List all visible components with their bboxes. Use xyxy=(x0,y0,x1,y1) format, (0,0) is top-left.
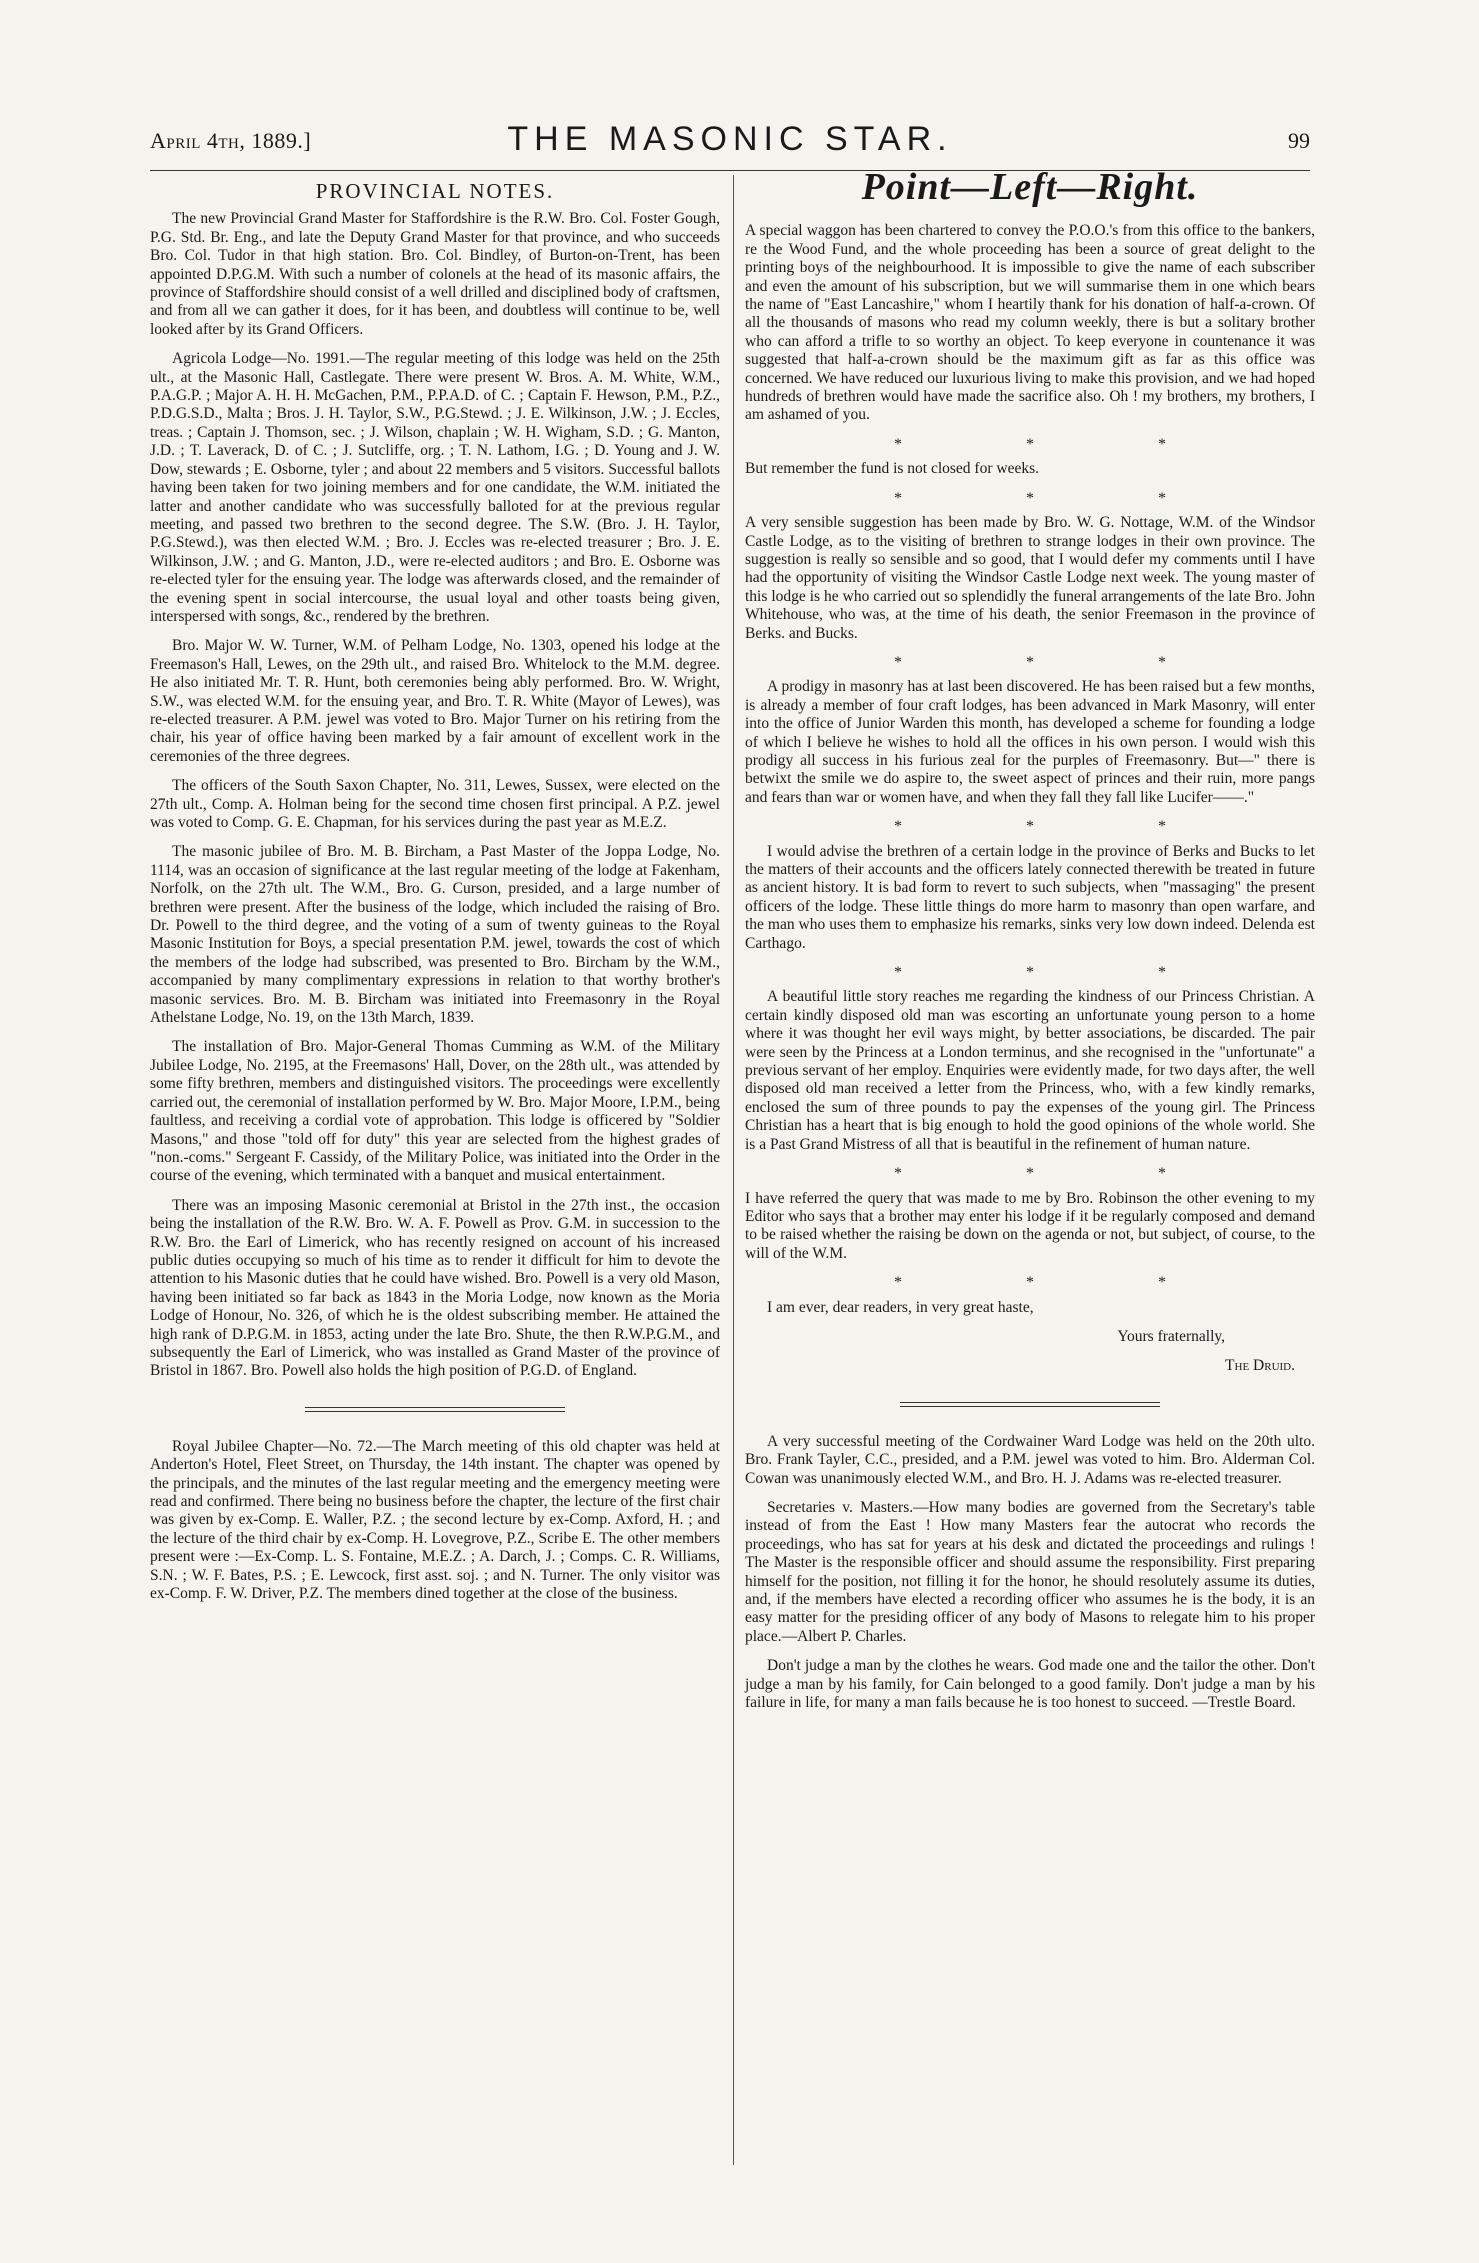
article-paragraph: A very sensible suggestion has been made by Bro. W. G. Nottage, W.M. of the Windsor Castle Lodge, as to the visiting of brethren to strange lodges in their own province. The suggestion is really so sensible and so good, that I would defer my comments until I have had the opportunity of visiting the Windsor Castle Lodge next week. The young master of this lodge is he who carried out so splendidly the funeral arrangements of the late Bro. John Whitehouse, who was, at the time of his death, the senior Freemason in the province of Berks. and Bucks. xyxy=(745,514,1315,642)
section-rule xyxy=(305,1407,565,1412)
article-paragraph: I would advise the brethren of a certain lodge in the province of Berks and Bucks to let the matters of their accounts and the officers lately connected therewith be treated in future as ancient history. It is bad form to revert to such subjects, when "massaging" the present officers of the lodge. These little things do more harm to masonry than open warfare, and the man who uses them to emphasize his remarks, sinks very low down indeed. Delenda est Carthago. xyxy=(745,842,1315,952)
article-paragraph: There was an imposing Masonic ceremonial at Bristol in the 27th inst., the occasion being the installation of the R.W. Bro. W. A. F. Powell as Prov. G.M. in succession to the R.W. Bro. the Earl of Limerick, who has recently resigned on account of his increased public duties occupying so much of his time as to render it difficult for him to devote the attention to his Masonic duties that he could have wished. Bro. Powell is a very old Mason, having been initiated so far back as 1843 in the Moria Lodge, now known as the Moria Lodge of Honour, No. 326, of which he is the oldest subscribing member. He attained the high rank of D.P.G.M. in 1853, acting under the late Bro. Shute, the then R.W.P.G.M., and subsequently the Earl of Limerick, who was installed as Grand Master of the province of Bristol in 1867. Bro. Powell also holds the high position of P.G.D. of England. xyxy=(150,1196,720,1380)
section-rule xyxy=(900,1402,1160,1407)
article-paragraph: The masonic jubilee of Bro. M. B. Bircham, a Past Master of the Joppa Lodge, No. 1114, was an occasion of significance at the last regular meeting of the lodge at Fakenham, Norfolk, on the 27th ult. The W.M., Bro. G. Curson, presided, and a large number of brethren were present. After the business of the lodge, which included the raising of Bro. Dr. Powell to the third degree, and the voting of a sum of twenty guineas to the Royal Masonic Institution for Boys, a special presentation P.M. jewel, towards the cost of which the members of the lodge had subscribed, was presented to Bro. Bircham by the W.M., accompanied by many complimentary expressions in relation to that worthy brother's masonic services. Bro. M. B. Bircham was initiated into Freemasonry in the Royal Athelstane Lodge, No. 19, on the 13th March, 1839. xyxy=(150,843,720,1027)
masthead xyxy=(150,120,1310,160)
article-paragraph: But remember the fund is not closed for weeks. xyxy=(745,460,1039,478)
right-column xyxy=(745,166,1315,1723)
left-column xyxy=(150,179,720,1614)
asterism: * * * xyxy=(894,818,1166,836)
article-paragraph: Secretaries v. Masters.—How many bodies are governed from the Secretary's table instead of from the East ! How many Masters fear the autocrat who records the proceedings, who has sat for years at his desk and dictated the proceedings and rulings ! The Master is the responsible officer and should assume the responsibility. First preparing himself for the position, not filling it for the honor, he should resolutely assume its duties, and, if the members have elected a recording officer who assumes he is the body, it is an easy matter for the presiding officer of any body of Masons to relegate him to his proper place.—Albert P. Charles. xyxy=(745,1498,1315,1645)
newspaper-page xyxy=(150,120,1315,2170)
asterism: * * * xyxy=(894,653,1166,671)
column-heading: Point—Left—Right. xyxy=(861,166,1199,208)
asterism: * * * xyxy=(894,1274,1166,1292)
article-paragraph: A beautiful little story reaches me regarding the kindness of our Princess Christian. A certain kindly disposed old man was escorting an unfortunate young person to a home where it was thought her evil ways might, by better associations, be discarded. The pair were seen by the Princess at a London terminus, and she recognised in the "unfortunate" a previous servant of her employ. Enquiries were evidently made, for two days after, the well disposed old man received a letter from the Princess, who, with a few kindly remarks, enclosed the sum of three pounds to pay the expenses of the young girl. The Princess Christian has a heart that is big enough to hold the good opinions of the whole world. She is a Past Grand Mistress of all that is beautiful in the refinement of human nature. xyxy=(745,988,1315,1153)
page-number: 99 xyxy=(1288,128,1310,153)
article-paragraph: Bro. Major W. W. Turner, W.M. of Pelham Lodge, No. 1303, opened his lodge at the Freemason's Hall, Lewes, on the 29th ult., and raised Bro. Whitelock to the M.M. degree. He also initiated Mr. T. R. Hunt, both ceremonies being ably performed. Bro. W. Wright, S.W., was elected W.M. for the ensuing year, and Bro. T. R. White (Mayor of Lewes), was re-elected treasurer. A P.M. jewel was voted to Bro. Major Turner on his retiring from the chair, his year of office having been marked by a fair amount of excellent work in the ceremonies of the three degrees. xyxy=(150,637,720,765)
article-paragraph: I have referred the query that was made to me by Bro. Robinson the other evening to my Editor who says that a brother may enter his lodge if it be regularly composed and demand to be raised whether the raising be down on the agenda or not, but subject, of course, to the will of the W.M. xyxy=(745,1189,1315,1262)
article-paragraph: The officers of the South Saxon Chapter, No. 311, Lewes, Sussex, were elected on the 27th ult., Comp. A. Holman being for the second time chosen first principal. A P.Z. jewel was voted to Comp. G. E. Chapman, for his services during the past year as M.E.Z. xyxy=(150,777,720,831)
article-paragraph: The installation of Bro. Major-General Thomas Cumming as W.M. of the Military Jubilee Lodge, No. 2195, at the Freemasons' Hall, Dover, on the 28th ult., was attended by some fifty brethren, members and distinguished visitors. The proceedings were excellently carried out, the ceremonial of installation performed by W. Bro. Major Moore, I.P.M., being faultless, and receiving a cordial vote of approbation. This lodge is officered by "Soldier Masons," and those "told off for duty" this year are selected from the highest grades of "non.-coms." Sergeant F. Cassidy, of the Military Police, was initiated into the Order in the course of the evening, which terminated with a banquet and musical entertainment. xyxy=(150,1038,720,1185)
closing-signoff: Yours fraternally, xyxy=(1117,1327,1225,1345)
asterism: * * * xyxy=(894,435,1166,453)
closing-signature: The Druid. xyxy=(1225,1357,1295,1375)
asterism: * * * xyxy=(894,1165,1166,1183)
asterism: * * * xyxy=(894,964,1166,982)
closing-line: I am ever, dear readers, in very great haste, xyxy=(767,1298,1034,1316)
column-divider xyxy=(733,175,734,2165)
asterism: * * * xyxy=(894,489,1166,507)
article-paragraph: Don't judge a man by the clothes he wears. God made one and the tailor the other. Don't judge a man by his family, for Cain belonged to a good family. Don't judge a man by his failure in life, for many a man fails because he is too honest to succeed. —Trestle Board. xyxy=(745,1657,1315,1712)
publication-title: THE MASONIC STAR. xyxy=(507,120,953,158)
article-paragraph: A prodigy in masonry has at last been discovered. He has been raised but a few months, is already a member of four craft lodges, has been advanced in Mark Masonry, will enter into the office of Junior Warden this month, has developed a scheme for founding a lodge of which I believe he wishes to hold all the offices in his own person. I would wish this prodigy all success in his furious zeal for the purples of Freemasonry. But—" there is betwixt the smile we do aspire to, the sweet aspect of princes and their ruin, more pangs and fears than war or women have, and when they fall they fall like Lucifer——." xyxy=(745,678,1315,806)
article-paragraph: A special waggon has been chartered to convey the P.O.O.'s from this office to the bankers, re the Wood Fund, and the whole proceeding has been a source of great delight to the printing boys of the neighbourhood. It is impossible to give the name of each subscriber and even the amount of his subscription, but we will summarise them in one which bears the name of "East Lancashire," whom I heartily thank for his donation of half-a-crown. Of all the thousands of masons who read my column weekly, there is but a solitary brother who can afford a trifle to so worthy an object. To keep everyone in countenance it was suggested that half-a-crown should be the maximum gift as far as this office was concerned. We have reduced our luxurious living to make this provision, and we had hoped hundreds of brethren would have made the sacrifice also. Oh ! my brothers, my brothers, I am ashamed of you. xyxy=(745,222,1315,424)
article-paragraph: A very successful meeting of the Cordwainer Ward Lodge was held on the 20th ulto. Bro. Frank Tayler, C.C., presided, and a P.M. jewel was voted to him. Bro. Alderman Col. Cowan was unanimously elected W.M., and Bro. H. J. Adams was re-elected treasurer. xyxy=(745,1432,1315,1487)
article-paragraph: The new Provincial Grand Master for Staffordshire is the R.W. Bro. Col. Foster Gough, P.G. Std. Br. Eng., and late the Deputy Grand Master for that province, and who succeeds Bro. Col. Tudor in that high station. Bro. Col. Bindley, of Burton-on-Trent, has been appointed D.P.G.M. With such a number of colonels at the head of its masonic affairs, the province of Staffordshire should consist of a well drilled and disciplined body of craftsmen, and from all we can gather it does, for it has been, and doubtless will continue to be, well looked after by its Grand Officers. xyxy=(150,210,720,338)
section-heading: PROVINCIAL NOTES. xyxy=(315,179,555,203)
article-paragraph: Agricola Lodge—No. 1991.—The regular meeting of this lodge was held on the 25th ult., at the Masonic Hall, Castlegate. There were present W. Bros. A. M. White, W.M., P.A.G.P. ; Major A. H. H. McGachen, P.M., P.P.A.D. of C. ; Captain F. Hewson, P.M., P.Z., P.D.G.S.D., Malta ; Bros. J. H. Taylor, S.W., P.G.Stewd. ; J. E. Wilkinson, J.W. ; J. Eccles, treas. ; Captain J. Thomson, sec. ; J. Wilson, chaplain ; W. H. Wigham, S.D. ; G. Manton, J.D. ; T. Laverack, D. of C. ; J. Sutcliffe, org. ; T. N. Lathom, I.G. ; D. Young and J. W. Dow, stewards ; E. Osborne, tyler ; and about 22 members and 5 visitors. Successful ballots having been taken for two joining members and for one candidate, the W.M. initiated the latter and another candidate who was successfully balloted for at the previous regular meeting, and passed two brethren to the second degree. The S.W. (Bro. J. H. Taylor, P.G.Stewd.), was then elected W.M. ; Bro. J. Eccles was re-elected treasurer ; Bro. J. E. Wilkinson, J.W. ; and G. Manton, J.D., were re-elected auditors ; and Bro. E. Osborne was re-elected tyler for the ensuing year. The lodge was afterwards closed, and the remainder of the evening spent in social intercourse, the usual loyal and other toasts being given, interspersed with songs, &c., rendered by the brethren. xyxy=(150,350,720,625)
article-paragraph: Royal Jubilee Chapter—No. 72.—The March meeting of this old chapter was held at Anderton's Hotel, Fleet Street, on Thursday, the 14th instant. The chapter was opened by the principals, and the minutes of the last regular meeting and the emergency meeting were read and confirmed. There being no business before the chapter, the lecture of the first chair was given by ex-Comp. E. Waller, P.Z. ; the second lecture by ex-Comp. Axford, H. ; and the lecture of the third chair by ex-Comp. H. Lovegrove, P.Z., Scribe E. The other members present were :—Ex-Comp. L. S. Fontaine, M.E.Z. ; A. Darch, J. ; Comps. C. R. Williams, S.N. ; W. F. Bates, P.S. ; E. Lewcock, first asst. soj. ; and N. Turner. The only visitor was ex-Comp. F. W. Driver, P.Z. The members dined together at the close of the business. xyxy=(150,1437,720,1603)
issue-date: April 4th, 1889.] xyxy=(150,128,312,153)
